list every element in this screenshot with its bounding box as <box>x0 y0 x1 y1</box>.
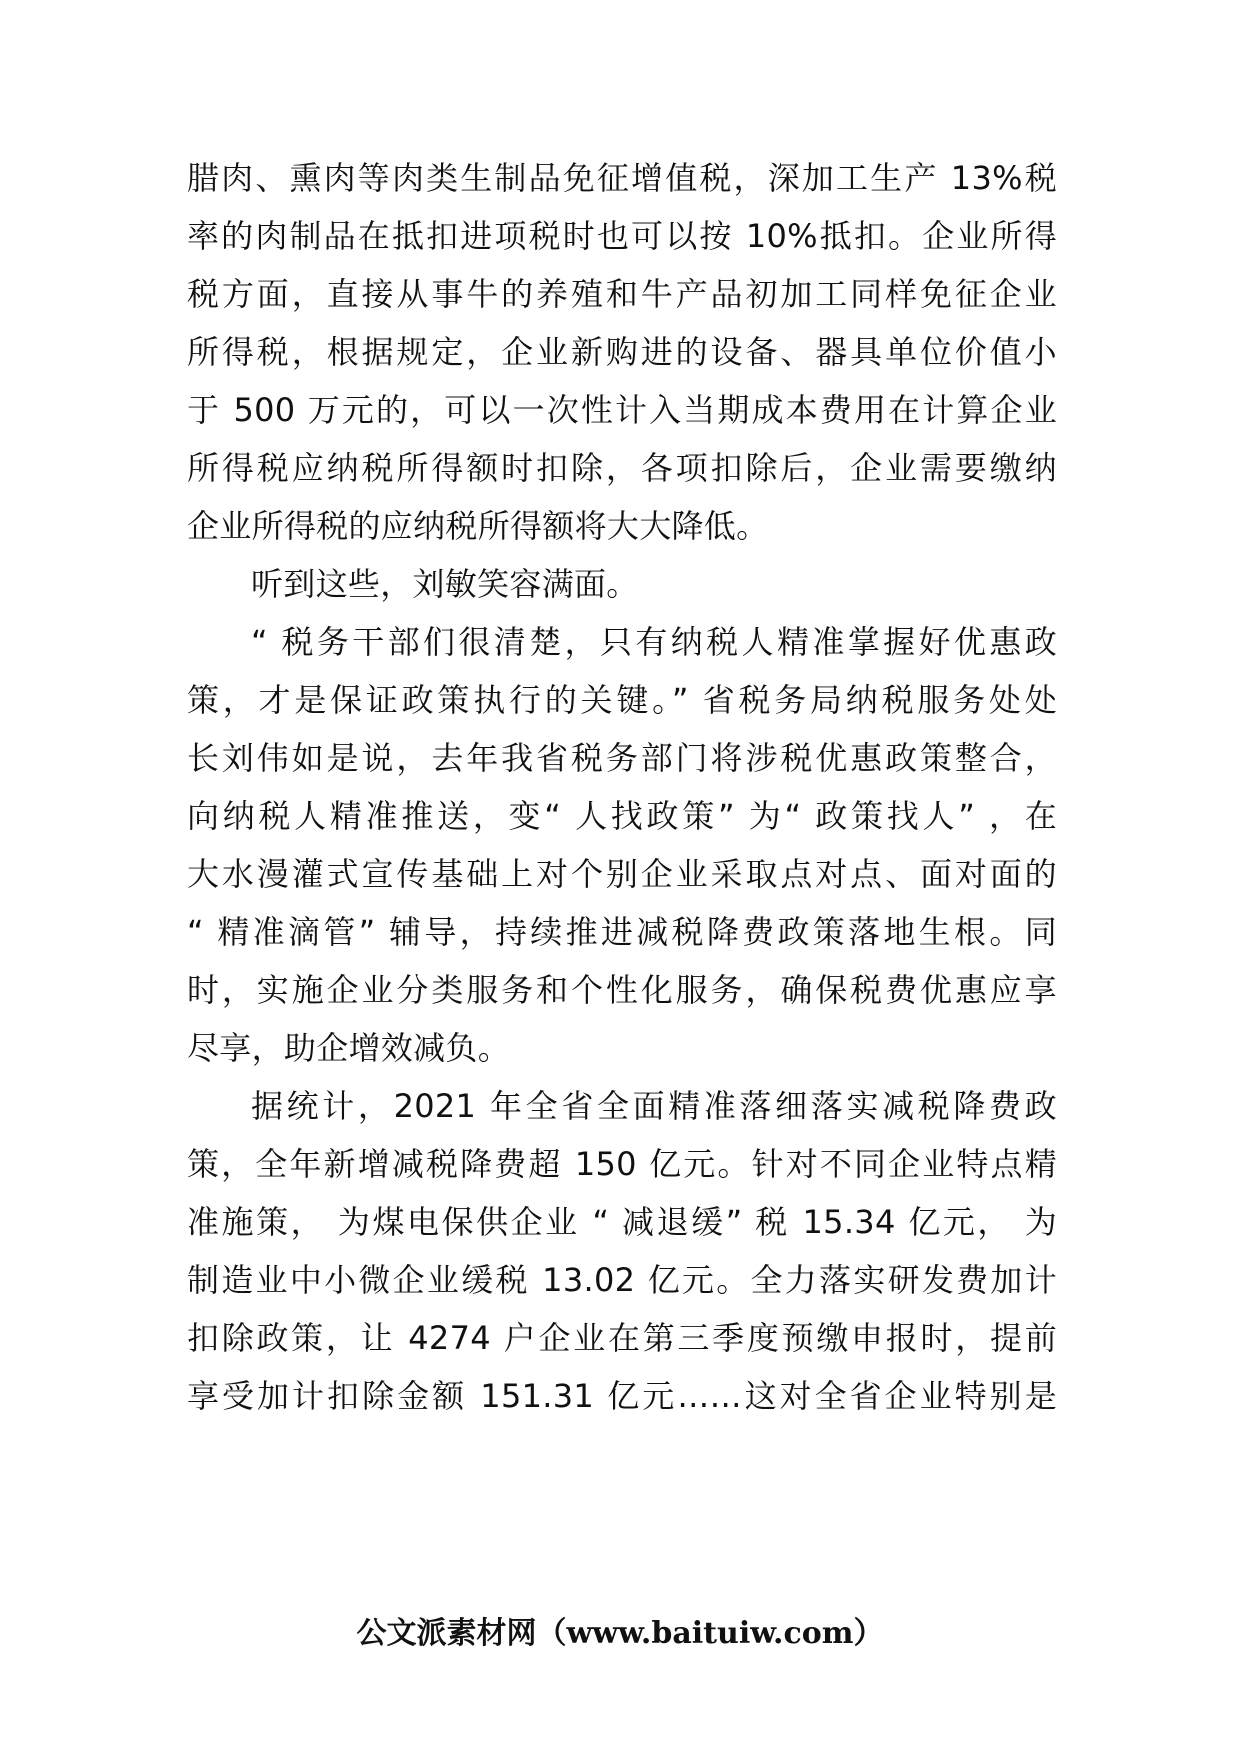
text-line: 腊肉、熏肉等肉类生制品免征增值税，深加工生产 13%税 <box>187 159 1057 197</box>
text-line: 向纳税人精准推送，变“ 人找政策” 为“ 政策找人” ，在 <box>187 797 1057 835</box>
text-line: 据统计，2021 年全省全面精准落细落实减税降费政 <box>251 1087 1057 1125</box>
text-line: 制造业中小微企业缓税 13.02 亿元。全力落实研发费加计 <box>187 1261 1057 1299</box>
text-line: 扣除政策，让 4274 户企业在第三季度预缴申报时，提前 <box>187 1319 1057 1357</box>
text-line: 长刘伟如是说，去年我省税务部门将涉税优惠政策整合， <box>187 739 1057 777</box>
text-line: 策，才是保证政策执行的关键。” 省税务局纳税服务处处 <box>187 681 1057 719</box>
footer-watermark: 公文派素材网（www.baituiw.com） <box>356 1616 884 1651</box>
text-line: 于 500 万元的，可以一次性计入当期成本费用在计算企业 <box>187 391 1057 429</box>
text-line: 所得税，根据规定，企业新购进的设备、器具单位价值小 <box>187 333 1057 371</box>
text-line: 所得税应纳税所得额时扣除，各项扣除后，企业需要缴纳 <box>187 449 1057 487</box>
text-line: 准施策， 为煤电保供企业 “ 减退缓” 税 15.34 亿元， 为 <box>187 1203 1057 1241</box>
text-line: “ 精准滴管” 辅导，持续推进减税降费政策落地生根。同 <box>187 913 1057 951</box>
text-line: 享受加计扣除金额 151.31 亿元……这对全省企业特别是 <box>187 1377 1057 1415</box>
text-line: 尽享，助企增效减负。 <box>187 1029 511 1067</box>
text-line: 时，实施企业分类服务和个性化服务，确保税费优惠应享 <box>187 971 1057 1009</box>
text-line: 税方面，直接从事牛的养殖和牛产品初加工同样免征企业 <box>187 275 1057 313</box>
text-line: 企业所得税的应纳税所得额将大大降低。 <box>187 507 769 545</box>
text-line: “ 税务干部们很清楚，只有纳税人精准掌握好优惠政 <box>251 623 1057 661</box>
text-line: 听到这些，刘敏笑容满面。 <box>251 565 639 603</box>
text-line: 大水漫灌式宣传基础上对个别企业采取点对点、面对面的 <box>187 855 1057 893</box>
text-line: 策，全年新增减税降费超 150 亿元。针对不同企业特点精 <box>187 1145 1057 1183</box>
text-line: 率的肉制品在抵扣进项税时也可以按 10%抵扣。企业所得 <box>187 217 1057 255</box>
